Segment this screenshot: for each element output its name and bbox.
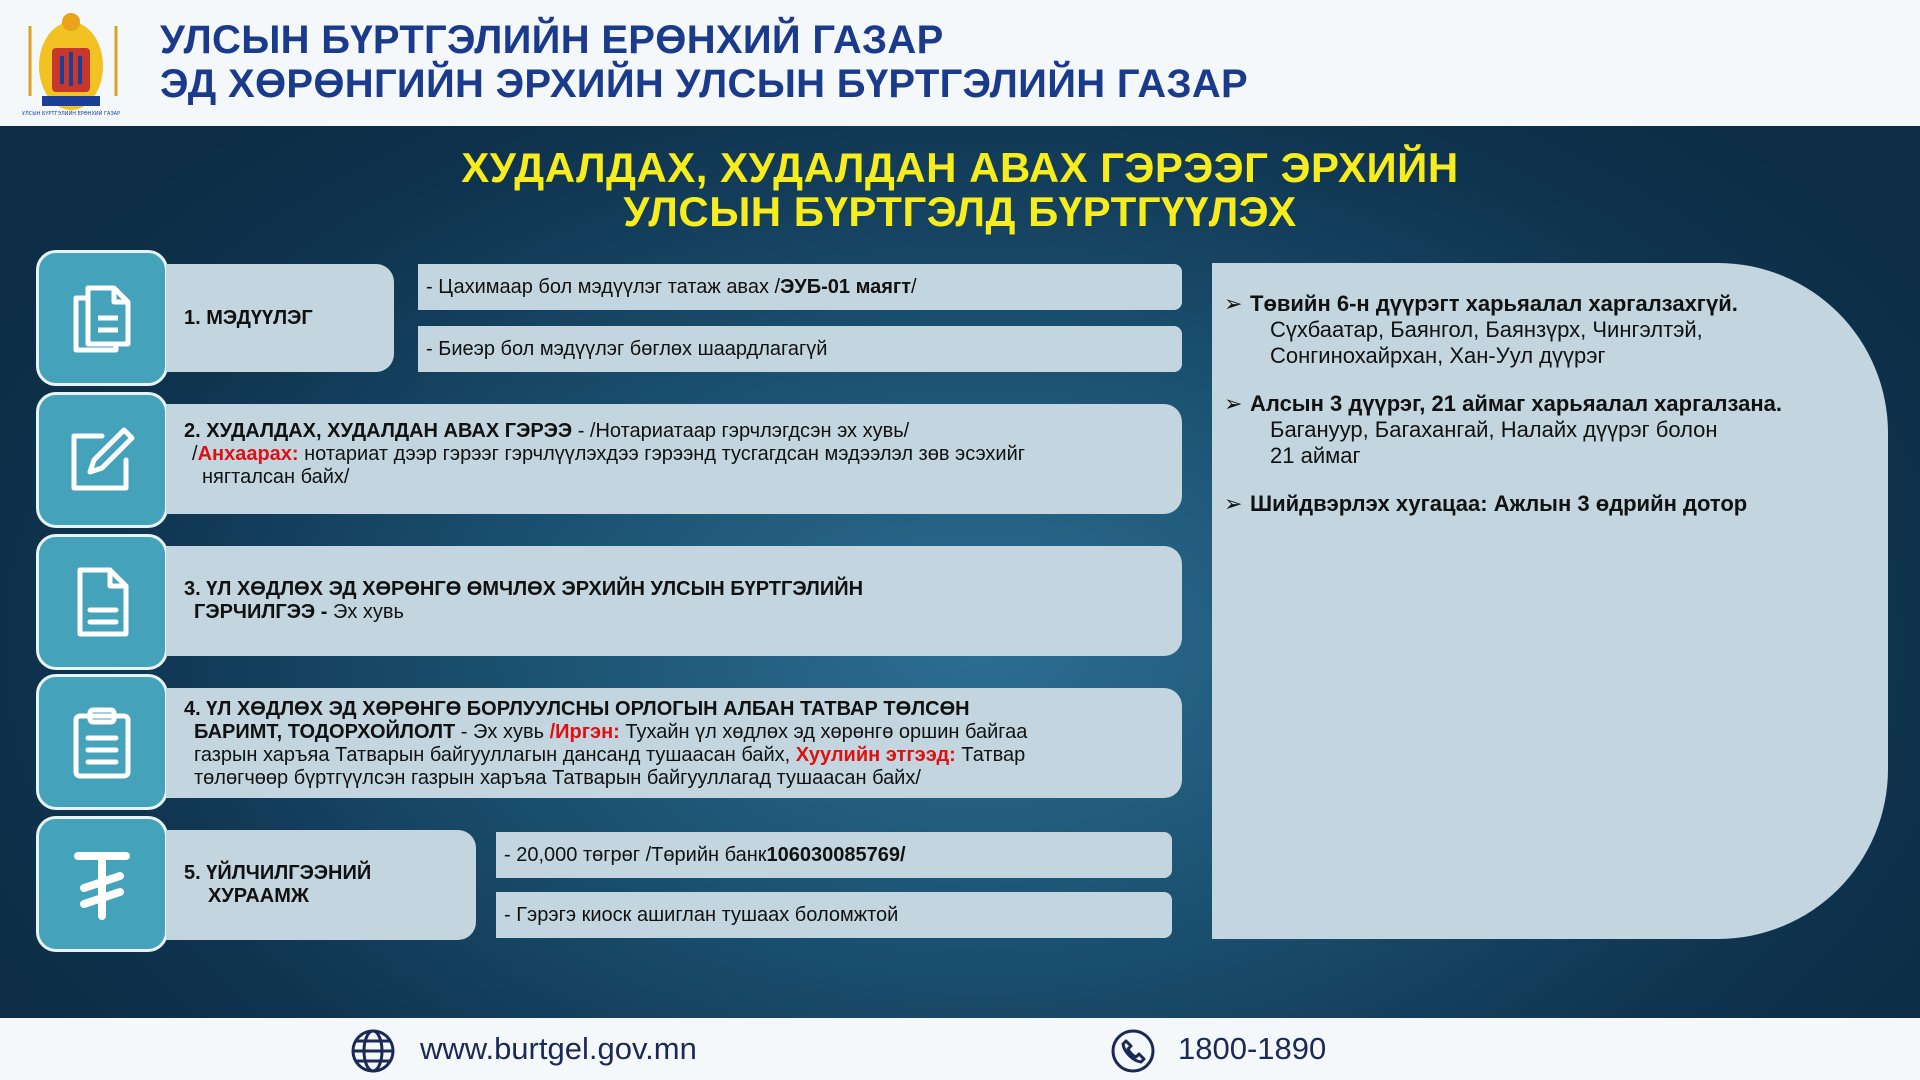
step1-label: 1. МЭДҮҮЛЭГ <box>184 306 313 329</box>
header <box>0 0 1920 126</box>
info-panel <box>1212 263 1888 939</box>
step2-text1: - /Нотариатаар гэрчлэгдсэн эх хувь/ <box>572 420 910 442</box>
org-name-line2: ЭД ХӨРӨНГИЙН ЭРХИЙН УЛСЫН БҮРТГЭЛИЙН ГАЗАР <box>160 62 1249 106</box>
step4-text4: Татвар <box>955 744 1026 766</box>
step1-detail1-bold: ЭУБ-01 маягт <box>780 275 912 298</box>
svg-text:УЛСЫН БҮРТГЭЛИЙН ЕРӨНХИЙ ГАЗАР: УЛСЫН БҮРТГЭЛИЙН ЕРӨНХИЙ ГАЗАР <box>21 111 121 117</box>
step4-title: 4. ҮЛ ХӨДЛӨХ ЭД ХӨРӨНГӨ БОРЛУУЛСНЫ ОРЛОГЫН АЛБАН ТАТВАР ТӨЛСӨН <box>184 698 970 720</box>
step1-detail1-suffix: / <box>911 275 917 298</box>
step3-title: 3. ҮЛ ХӨДЛӨХ ЭД ХӨРӨНГӨ ӨМЧЛӨХ ЭРХИЙН УЛСЫН БҮРТГЭЛИЙН <box>184 578 864 600</box>
step5-icon-box <box>36 816 168 952</box>
step5-detail1-text: - 20,000 төгрөг /Төрийн банк <box>504 843 767 866</box>
step4-citizen-label: /Иргэн: <box>549 721 620 743</box>
step5-detail1 <box>496 832 1172 878</box>
step2-slash: / <box>192 443 198 465</box>
phone-icon <box>1110 1028 1156 1074</box>
page-title-line1: ХУДАЛДАХ, ХУДАЛДАН АВАХ ГЭРЭЭГ ЭРХИЙН <box>461 144 1459 191</box>
info-item3-head: Шийдвэрлэх хугацаа: Ажлын 3 өдрийн дотор <box>1250 491 1748 516</box>
document-icon <box>62 562 142 642</box>
step4-text5: төлөгчөөр бүртгүүлсэн газрын харъяа Татварын байгууллагад тушаасан байх/ <box>194 767 921 789</box>
pencil-icon <box>62 420 142 500</box>
step5-label1: 5. ҮЙЛЧИЛГЭЭНИЙ <box>184 862 372 884</box>
info-item-remote-districts <box>1224 391 1876 469</box>
step4-card <box>166 688 1182 798</box>
arrow-bullet-icon: ➢ <box>1224 291 1243 316</box>
step4-text1: - Эх хувь <box>455 721 550 743</box>
info-item2-head: Алсын 3 дүүрэг, 21 аймаг харьяалал харгалзана. <box>1250 391 1782 416</box>
info-item1-body1: Сүхбаатар, Баянгол, Баянзүрх, Чингэлтэй, <box>1270 317 1703 342</box>
step1-detail2-text: - Биеэр бол мэдүүлэг бөглөх шаардлагагүй <box>426 337 828 360</box>
step2-icon-box <box>36 392 168 528</box>
agency-logo <box>12 6 130 122</box>
step4-icon-box <box>36 674 168 810</box>
step3-text: Эх хувь <box>332 601 404 623</box>
step1-detail1 <box>418 264 1182 310</box>
info-item2-body1: Багануур, Багахангай, Налайх дүүрэг болон <box>1270 417 1718 442</box>
documents-icon <box>62 278 142 358</box>
step5-detail2 <box>496 892 1172 938</box>
step3-icon-box <box>36 534 168 670</box>
website-link[interactable]: www.burtgel.gov.mn <box>420 1031 697 1066</box>
phone-number[interactable]: 1800-1890 <box>1178 1031 1327 1066</box>
info-item2-body2: 21 аймаг <box>1270 443 1361 468</box>
clipboard-icon <box>62 702 142 782</box>
step2-text3: нягталсан байх/ <box>202 466 350 488</box>
step5-card <box>166 830 476 940</box>
step2-text2: нотариат дээр гэрээг гэрчлүүлэхдээ гэрээнд тусгагдсан мэдээлэл зөв эсэхийг <box>298 443 1026 465</box>
step2-warning: Анхаарах: <box>197 443 299 465</box>
step4-text2: Тухайн үл хөдлөх эд хөрөнгө оршин байгаа <box>619 721 1028 743</box>
org-name-line1: УЛСЫН БҮРТГЭЛИЙН ЕРӨНХИЙ ГАЗАР <box>160 18 944 62</box>
step2-title: 2. ХУДАЛДАХ, ХУДАЛДАН АВАХ ГЭРЭЭ <box>184 420 573 442</box>
step4-title2: БАРИМТ, ТОДОРХОЙЛОЛТ <box>194 721 456 743</box>
footer <box>0 1018 1920 1080</box>
info-item1-head: Төвийн 6-н дүүрэгт харьяалал харгалзахгүй. <box>1250 291 1738 316</box>
arrow-bullet-icon: ➢ <box>1224 391 1243 416</box>
info-item-deadline <box>1224 491 1876 517</box>
page-title-line2: УЛСЫН БҮРТГЭЛД БҮРТГҮҮЛЭХ <box>623 188 1297 235</box>
arrow-bullet-icon: ➢ <box>1224 491 1243 516</box>
globe-icon <box>350 1028 396 1074</box>
info-item1-body2: Сонгинохайрхан, Хан-Уул дүүрэг <box>1270 343 1606 368</box>
step2-card <box>166 404 1182 514</box>
step1-card <box>166 264 394 372</box>
step1-detail1-text: - Цахимаар бол мэдүүлэг татаж авах / <box>426 275 781 298</box>
step5-detail2-text: - Гэрэгэ киоск ашиглан тушаах боломжтой <box>504 903 899 926</box>
main-panel <box>0 126 1920 1018</box>
step1-icon-box <box>36 250 168 386</box>
step5-label2: ХУРААМЖ <box>208 885 309 907</box>
step1-detail2 <box>418 326 1182 372</box>
step5-account-number: 106030085769/ <box>766 843 906 866</box>
info-item-central-districts <box>1224 291 1876 369</box>
step3-card <box>166 546 1182 656</box>
step4-legal-entity-label: Хуулийн этгээд: <box>795 744 956 766</box>
step3-title2: ГЭРЧИЛГЭЭ - <box>194 601 333 623</box>
tugrik-icon <box>62 844 142 924</box>
step4-text3: газрын харъяа Татварын байгууллагын дансанд тушаасан байх, <box>194 744 796 766</box>
